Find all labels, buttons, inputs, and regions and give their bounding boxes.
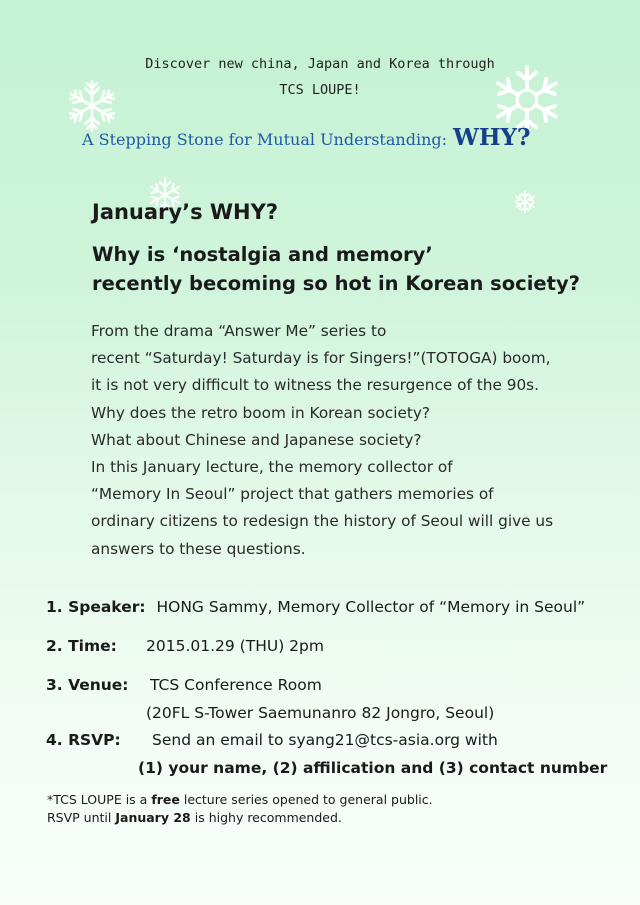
venue-label: 3. Venue: (46, 676, 129, 694)
venue-address: (20FL S-Tower Saemunanro 82 Jongro, Seoul) (146, 704, 495, 722)
tagline-line-1: Discover new china, Japan and Korea through (145, 56, 495, 72)
footnote-emphasis: free (151, 792, 180, 807)
body-line: “Memory In Seoul” project that gathers memories of (91, 485, 494, 504)
time-row (46, 637, 117, 655)
rsvp-detail: (1) your name, (2) affilication and (3) contact number (138, 759, 608, 777)
rsvp-row (46, 731, 121, 749)
footnote-emphasis: January 28 (115, 810, 191, 825)
venue-value: TCS Conference Room (150, 676, 322, 694)
footnote-text: lecture series opened to general public. (183, 792, 433, 807)
subtitle-why: WHY? (453, 124, 531, 151)
body-line: From the drama “Answer Me” series to (91, 322, 387, 340)
body-line: recent “Saturday! Saturday is for Singers!”(TOTOGA) boom, (91, 349, 551, 368)
footnote-2 (47, 810, 342, 825)
body-line: it is not very difficult to witness the resurgence of the 90s. (91, 376, 540, 395)
time-label: 2. Time: (46, 637, 117, 655)
body-line: In this January lecture, the memory collector of (91, 458, 453, 477)
footnote-1 (47, 792, 433, 807)
time-value: 2015.01.29 (THU) 2pm (146, 637, 324, 655)
snowflake-icon (513, 190, 537, 214)
footnote-text: is highy recommended. (194, 810, 342, 825)
description (91, 318, 591, 563)
body-line: answers to these questions. (91, 539, 306, 558)
rsvp-label: 4. RSVP: (46, 731, 121, 749)
question-heading (92, 240, 580, 298)
question-line-1: Why is ‘nostalgia and memory’ (92, 243, 433, 266)
rsvp-value: Send an email to syang21@tcs-asia.org with (152, 731, 498, 749)
subtitle-text: A Stepping Stone for Mutual Understanding: (82, 130, 447, 149)
footnote-text: *TCS LOUPE is a (47, 792, 148, 807)
speaker-value: HONG Sammy, Memory Collector of “Memory in Seoul” (156, 598, 586, 616)
speaker-row (46, 598, 585, 616)
venue-row (46, 676, 129, 694)
speaker-label: 1. Speaker: (46, 598, 146, 616)
tagline-line-2: TCS LOUPE! (279, 82, 361, 98)
question-line-2: recently becoming so hot in Korean society? (92, 272, 580, 295)
subtitle (82, 124, 602, 151)
footnote-text: RSVP until (47, 810, 112, 825)
page-title: January’s WHY? (92, 200, 279, 224)
body-line: What about Chinese and Japanese society? (91, 430, 422, 449)
body-line: ordinary citizens to redesign the history of Seoul will give us (91, 512, 554, 531)
body-line: Why does the retro boom in Korean society? (91, 403, 431, 422)
